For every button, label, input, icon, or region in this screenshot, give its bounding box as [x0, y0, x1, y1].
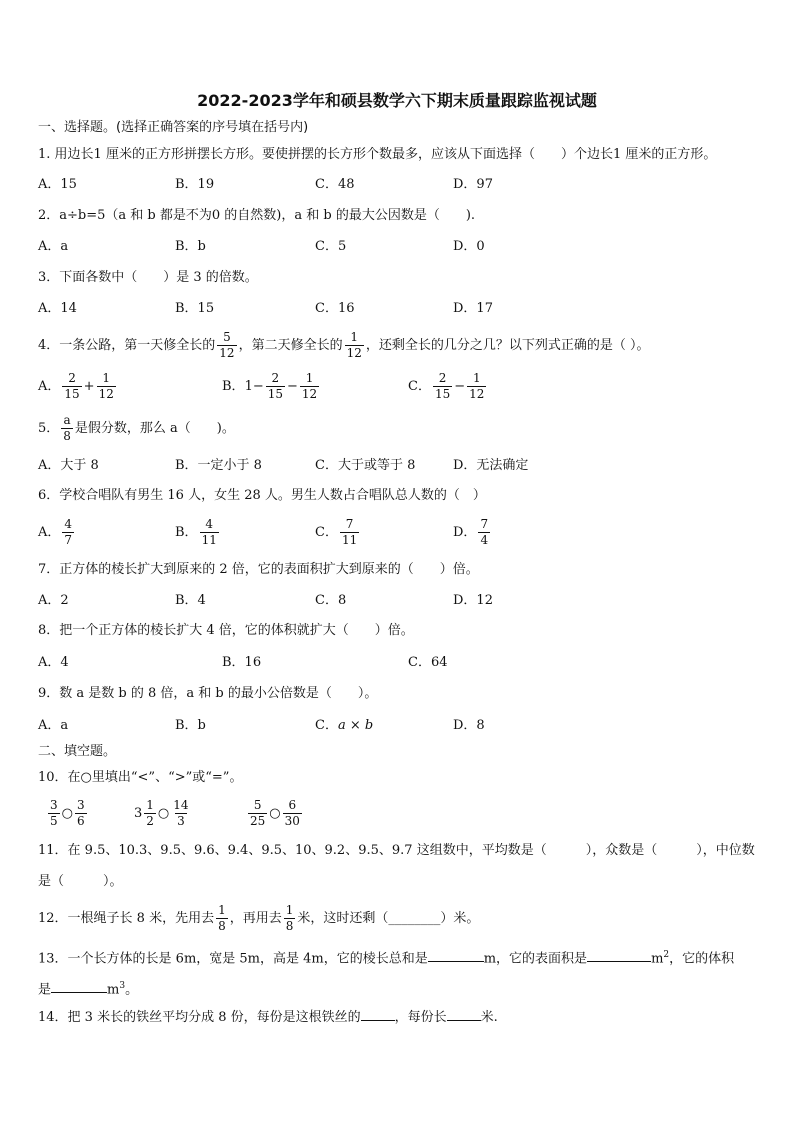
- fraction: $\frac{1}{12}$: [301, 371, 318, 401]
- q2-option-c: C．5: [315, 239, 347, 254]
- q7-option-a: A．2: [38, 593, 69, 608]
- fraction: $\frac{14}{3}$: [173, 798, 189, 828]
- answer-blank[interactable]: [51, 980, 107, 993]
- q2-option-b: B．b: [175, 239, 206, 254]
- q10-expression-2: 3 $\frac{1}{2}$ ○ $\frac{14}{3}$: [134, 798, 189, 828]
- q3-option-c: C．16: [315, 301, 355, 316]
- question-6: 6．学校合唱队有男生 16 人，女生 28 人。男生人数占合唱队总人数的（ ）: [38, 488, 486, 503]
- q1-option-c: C．48: [315, 177, 355, 192]
- q10-expression-3: [246, 795, 304, 833]
- fraction: $\frac{1}{12}$: [469, 371, 485, 401]
- compare-circle: ○: [157, 806, 170, 821]
- fraction: $\frac{5}{25}$: [250, 798, 266, 828]
- question-13-line-2: 是 $m^3$。: [38, 981, 139, 998]
- question-11-line-1: 11．在 9.5、10.3、9.5、9.6、9.4、9.5、10、9.2、9.5、9.7 这组数中，平均数是（ ），众数是（ ），中位数: [38, 843, 755, 858]
- answer-blank[interactable]: [587, 949, 651, 962]
- q2-option-a: A．a: [38, 239, 69, 254]
- q3-option-a: A．14: [38, 301, 77, 316]
- q8-option-a: A．4: [38, 655, 69, 670]
- fraction: $\frac{1}{8}$: [218, 903, 226, 933]
- fraction: $\frac{3}{5}$: [50, 798, 58, 828]
- question-7: 7．正方体的棱长扩大到原来的 2 倍，它的表面积扩大到原来的（ ）倍。: [38, 562, 479, 577]
- q8-option-b: B．16: [222, 655, 262, 670]
- q7-option-c: C．8: [315, 593, 347, 608]
- answer-blank[interactable]: [361, 1008, 395, 1021]
- compare-circle: ○: [269, 806, 281, 821]
- q4-option-c: C． $\frac{2}{15}$ − $\frac{1}{12}$: [408, 371, 485, 401]
- q7-option-d: D．12: [453, 593, 493, 608]
- question-5: 5． $\frac{a}{8}$ 是假分数，那么 a（ )。: [38, 413, 235, 443]
- q3-option-d: D．17: [453, 301, 493, 316]
- question-8: 8．把一个正方体的棱长扩大 4 倍，它的体积就扩大（ ）倍。: [38, 623, 414, 638]
- fraction: $\frac{a}{8}$: [63, 413, 71, 443]
- fraction: $\frac{6}{30}$: [284, 798, 300, 828]
- fraction: $\frac{2}{15}$: [64, 371, 80, 401]
- q4-text-pre: 4．一条公路，第一天修全长的: [38, 338, 216, 353]
- fraction: $\frac{4}{11}$: [201, 517, 217, 547]
- question-13-line-1: 13．一个长方体的长是 6m，宽是 5m，高是 4m，它的棱长总和是 m，它的表面积是 $m^2$，它的体积: [38, 950, 735, 967]
- q8-option-c: C．64: [408, 655, 448, 670]
- q4-option-b: B．1− $\frac{2}{15}$ − $\frac{1}{12}$: [222, 371, 318, 401]
- fraction: $\frac{7}{4}$: [480, 517, 489, 547]
- page-title: 2022-2023学年和硕县数学六下期末质量跟踪监视试题: [197, 91, 597, 110]
- q10-expression-1: [46, 795, 89, 833]
- question-14: 14．把 3 米长的铁丝平均分成 8 份，每份是这根铁丝的 ，每份长 米.: [38, 1010, 498, 1025]
- section-heading-fill: 二、填空题。: [38, 744, 117, 759]
- q9-option-d: D．8: [453, 718, 485, 733]
- q5-option-d: D．无法确定: [453, 458, 529, 473]
- question-12: 12．一根绳子长 8 米，先用去 $\frac{1}{8}$ ，再用去 $\frac{1}{8}$ 米，这时还剩（________）米。: [38, 903, 480, 933]
- fraction: $\frac{2}{15}$: [434, 371, 451, 401]
- question-10: 10．在○里填出“<”、“>”或“=”。: [38, 770, 243, 785]
- question-4: [38, 327, 650, 365]
- question-1: 1. 用边长1 厘米的正方形拼摆长方形。要使拼摆的长方形个数最多，应该从下面选择（ ）个边长1 厘米的正方形。: [38, 147, 717, 162]
- q6-option-d: D． $\frac{7}{4}$: [453, 517, 489, 547]
- answer-blank[interactable]: [447, 1008, 481, 1021]
- fraction: $\frac{3}{6}$: [76, 798, 85, 828]
- section-heading-choice: 一、选择题。(选择正确答案的序号填在括号内): [38, 120, 309, 135]
- q5-option-b: B．一定小于 8: [175, 458, 262, 473]
- q9-option-a: A．a: [38, 718, 69, 733]
- q9-option-c: C．a × b: [315, 718, 374, 733]
- question-2: 2．a÷b=5（a 和 b 都是不为0 的自然数)，a 和 b 的最大公因数是（ ).: [38, 208, 476, 223]
- question-11-line-2: 是（ ）。: [38, 874, 123, 889]
- q5-option-a: A．大于 8: [38, 458, 99, 473]
- q6-option-a: A． $\frac{4}{7}$: [38, 517, 73, 547]
- q4-option-a: A． $\frac{2}{15}$ + $\frac{1}{12}$: [38, 371, 114, 401]
- q3-option-b: B．15: [175, 301, 215, 316]
- fraction: $\frac{4}{7}$: [64, 517, 73, 547]
- fraction: $\frac{5}{12}$: [219, 330, 235, 360]
- q6-option-b: B． $\frac{4}{11}$: [175, 517, 217, 547]
- compare-circle: ○: [61, 806, 73, 821]
- fraction: $\frac{1}{2}$: [146, 798, 154, 828]
- fraction: $\frac{7}{11}$: [341, 517, 358, 547]
- q2-option-d: D．0: [453, 239, 485, 254]
- question-3: 3．下面各数中（ ）是 3 的倍数。: [38, 270, 258, 285]
- fraction: $\frac{1}{12}$: [98, 371, 114, 401]
- q7-option-b: B．4: [175, 593, 206, 608]
- q9-option-b: B．b: [175, 718, 206, 733]
- q1-option-a: A．15: [38, 177, 77, 192]
- fraction: $\frac{1}{8}$: [285, 903, 294, 933]
- q4-text-post: ，还剩全长的几分之几？以下列式正确的是（ ）。: [365, 338, 650, 353]
- answer-blank[interactable]: [428, 949, 484, 962]
- q6-option-c: C． $\frac{7}{11}$: [315, 517, 358, 547]
- q4-text-mid: ，第二天修全长的: [238, 338, 343, 353]
- q1-option-d: D．97: [453, 177, 493, 192]
- q5-option-c: C．大于或等于 8: [315, 458, 416, 473]
- fraction: $\frac{2}{15}$: [267, 371, 284, 401]
- question-9: 9．数 a 是数 b 的 8 倍，a 和 b 的最小公倍数是（ ）。: [38, 686, 378, 701]
- fraction: $\frac{1}{12}$: [346, 330, 362, 360]
- q1-option-b: B．19: [175, 177, 215, 192]
